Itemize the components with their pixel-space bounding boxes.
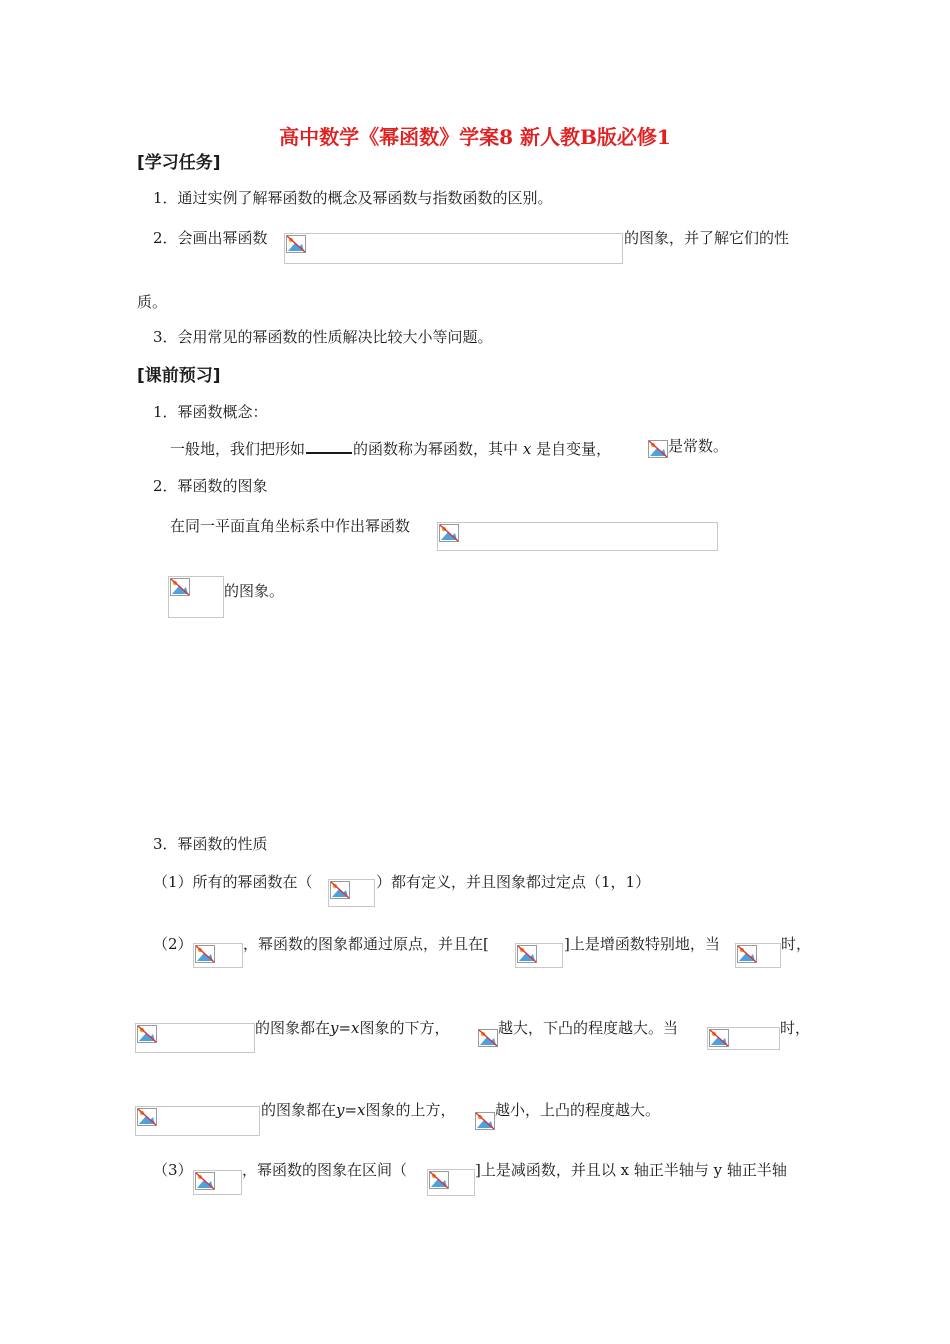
property-3-text-b: ，幂函数的图象在区间（ xyxy=(242,1161,408,1179)
formula-image xyxy=(328,879,375,907)
section-header-preview: [课前预习] xyxy=(137,366,221,386)
formula-image xyxy=(135,1106,260,1136)
property-2-text-b: ，幂函数的图象都通过原点，并且在[ xyxy=(243,935,489,953)
property-2-text-g: 越大，下凸的程度越大。当 xyxy=(498,1019,679,1037)
fill-blank xyxy=(306,436,352,454)
property-3-text-a: （3） xyxy=(153,1161,193,1179)
broken-image-icon xyxy=(709,1029,729,1047)
task-item-2-text-c: 质。 xyxy=(137,293,168,311)
section-header-task: [学习任务] xyxy=(137,153,221,173)
preview-item-2: 2．幂函数的图象 xyxy=(153,477,268,495)
broken-image-icon xyxy=(195,945,215,963)
document-title: 高中数学《幂函数》学案8 新人教B版必修1 xyxy=(279,125,671,149)
formula-image xyxy=(135,1023,255,1053)
task-item-2-text-a: 2．会画出幂函数 xyxy=(153,229,268,247)
broken-image-icon xyxy=(286,235,306,253)
broken-image-icon xyxy=(439,524,459,542)
preview-concept-line-end: 是常数。 xyxy=(668,437,729,455)
formula-image xyxy=(515,943,563,968)
broken-image-icon xyxy=(429,1171,449,1189)
broken-image-icon xyxy=(137,1025,157,1043)
broken-image-icon xyxy=(475,1112,495,1130)
property-3-text-c: ]上是减函数，并且以 x 轴正半轴与 y 轴正半轴 xyxy=(475,1161,787,1179)
formula-image xyxy=(284,233,623,264)
broken-image-icon xyxy=(517,945,537,963)
property-2-text-a: （2） xyxy=(153,935,193,953)
formula-image xyxy=(193,1170,242,1195)
task-item-3: 3．会用常见的幂函数的性质解决比较大小等问题。 xyxy=(153,328,493,346)
formula-image xyxy=(193,943,243,968)
preview-graph-line-b: 的图象。 xyxy=(224,582,285,600)
formula-image xyxy=(475,1112,495,1130)
broken-image-icon xyxy=(330,881,350,899)
broken-image-icon xyxy=(170,578,190,596)
broken-image-icon xyxy=(195,1172,215,1190)
preview-concept-line: 一般地，我们把形如 的函数称为幂函数，其中 x 是自变量， xyxy=(170,436,611,459)
broken-image-icon xyxy=(478,1029,498,1047)
broken-image-icon xyxy=(137,1108,157,1126)
formula-image xyxy=(707,1027,780,1050)
property-2-text-d: 时， xyxy=(781,935,812,953)
property-2-text-c: ]上是增函数特别地，当 xyxy=(564,935,720,953)
formula-image xyxy=(735,943,781,968)
preview-item-3: 3．幂函数的性质 xyxy=(153,835,268,853)
property-2-text-h: 时， xyxy=(780,1019,811,1037)
preview-item-1: 1．幂函数概念： xyxy=(153,403,268,421)
formula-image xyxy=(478,1029,498,1047)
broken-image-icon xyxy=(648,440,668,458)
property-1-text-b: ）都有定义，并且图象都过定点（1，1） xyxy=(376,873,651,891)
property-2-text-k: 越小，上凸的程度越大。 xyxy=(495,1101,661,1119)
property-2-line-3: 的图象都在y=x图象的上方， xyxy=(261,1101,456,1119)
broken-image-icon xyxy=(737,945,757,963)
formula-image xyxy=(437,522,718,551)
formula-image xyxy=(168,576,224,618)
formula-image xyxy=(648,440,668,458)
formula-image xyxy=(427,1169,475,1196)
property-2-line-2: 的图象都在y=x图象的下方， xyxy=(255,1019,450,1037)
property-1-text-a: （1）所有的幂函数在（ xyxy=(153,873,313,891)
task-item-1: 1．通过实例了解幂函数的概念及幂函数与指数函数的区别。 xyxy=(153,189,553,207)
task-item-2-text-b: 的图象，并了解它们的性 xyxy=(624,229,790,247)
preview-graph-line-a: 在同一平面直角坐标系中作出幂函数 xyxy=(170,517,411,535)
